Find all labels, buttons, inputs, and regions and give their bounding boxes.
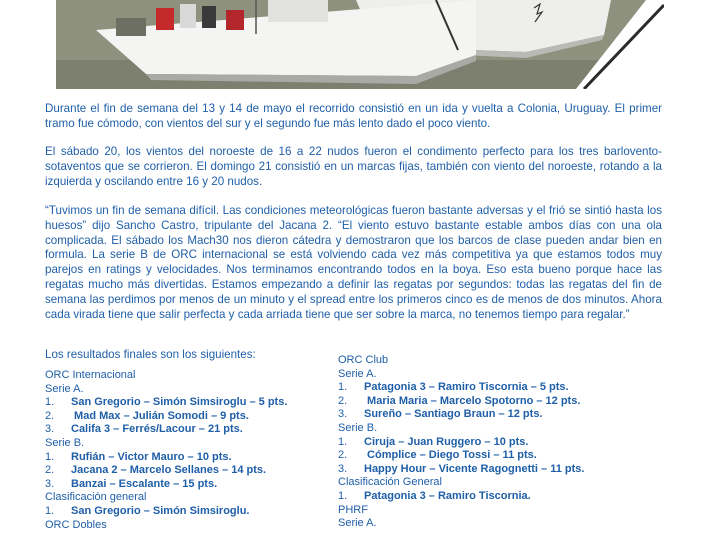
result-text: Clasificación general xyxy=(45,491,147,504)
result-rank: 1. xyxy=(338,381,348,394)
result-line xyxy=(338,408,638,422)
result-rank: 1. xyxy=(45,396,55,409)
result-line xyxy=(45,491,345,505)
regatta-photo xyxy=(56,0,664,89)
result-text: Califa 3 – Ferrés/Lacour – 21 pts. xyxy=(71,423,243,436)
result-text: San Gregorio – Simón Simsiroglu. xyxy=(71,504,250,517)
result-line xyxy=(45,396,345,410)
result-line xyxy=(338,354,638,368)
result-text: ORC Internacional xyxy=(45,369,136,381)
result-text: Jacana 2 – Marcelo Sellanes – 14 pts. xyxy=(71,464,267,477)
result-text: Maria Maria – Marcelo Spotorno – 12 pts. xyxy=(364,394,581,407)
result-rank: 3. xyxy=(338,462,348,475)
result-text: Cómplice – Diego Tossi – 11 pts. xyxy=(364,449,537,462)
result-text: Serie B. xyxy=(338,421,378,434)
result-line xyxy=(45,519,345,533)
result-line xyxy=(45,505,345,519)
result-text: Clasificación General xyxy=(338,476,442,489)
result-line xyxy=(338,436,638,450)
result-text: San Gregorio – Simón Simsiroglu – 5 pts. xyxy=(71,396,288,409)
result-line xyxy=(338,449,638,463)
results-right-column xyxy=(338,354,638,531)
result-text: Mad Max – Julián Somodi – 9 pts. xyxy=(71,409,249,422)
results-left-column xyxy=(45,369,345,532)
result-text: PHRF xyxy=(338,503,368,516)
paragraph-3: “Tuvimos un fin de semana difícil. Las condiciones meteorológicas fueron bastante adversas y el frió se sintió hasta los huesos” dijo Sancho Castro, tripulante del Jacana 2. “El viento estuvo bastante estable ambos días con una ola complicada. El sábado los Mach30 nos dieron cátedra y demostraron que los barcos de clase pueden andar bien en formula. La serie B de ORC internacional se está volviendo cada vez más competitiva ya que estamos todos muy parejos en ratings y velocidades. Nos terminamos encontrando todos en la boya. Eso esta bueno porque hace las regatas mucho más divertidas. Estamos empezando a definir las regatas por segundos: todas las regatas del fin de semana las perdimos por menos de un minuto y el spread entre los primeros cinco es de menos de dos minutos. Ahora cada virada tiene que salir perfecta y cada arriada tiene que ser sobre la marca, no tenemos tiempo para regalar.” xyxy=(45,204,662,321)
result-text: Serie A. xyxy=(338,517,377,530)
result-text: Patagonia 3 – Ramiro Tiscornia – 5 pts. xyxy=(364,381,569,394)
result-text: Happy Hour – Vicente Ragognetti – 11 pts. xyxy=(364,462,585,475)
result-line xyxy=(338,381,638,395)
result-line xyxy=(338,395,638,409)
result-line xyxy=(45,410,345,424)
result-rank: 2. xyxy=(338,449,348,462)
result-rank: 1. xyxy=(45,504,55,517)
results-heading: Los resultados finales son los siguientes: xyxy=(45,348,256,361)
result-text: Sureño – Santiago Braun – 12 pts. xyxy=(364,408,543,421)
result-text: Patagonia 3 – Ramiro Tiscornia. xyxy=(364,489,531,502)
result-rank: 2. xyxy=(338,394,348,407)
result-line xyxy=(338,368,638,382)
result-line xyxy=(45,451,345,465)
result-rank: 1. xyxy=(45,450,55,463)
result-rank: 3. xyxy=(45,423,55,436)
result-line xyxy=(45,437,345,451)
result-text: Rufián – Victor Mauro – 10 pts. xyxy=(71,450,232,463)
result-text: Serie A. xyxy=(338,367,377,380)
result-rank: 3. xyxy=(338,408,348,421)
result-text: ORC Dobles xyxy=(45,518,107,531)
result-line xyxy=(338,422,638,436)
result-line xyxy=(338,490,638,504)
result-rank: 2. xyxy=(45,409,55,422)
result-line xyxy=(45,464,345,478)
result-rank: 1. xyxy=(338,489,348,502)
result-line xyxy=(45,423,345,437)
result-text: Serie A. xyxy=(45,382,84,395)
result-line xyxy=(338,517,638,531)
result-rank: 3. xyxy=(45,477,55,490)
result-text: Ciruja – Juan Ruggero – 10 pts. xyxy=(364,435,529,448)
result-rank: 2. xyxy=(45,464,55,477)
result-text: Serie B. xyxy=(45,436,85,449)
result-line xyxy=(45,478,345,492)
result-rank: 1. xyxy=(338,435,348,448)
result-text: ORC Club xyxy=(338,354,389,366)
paragraph-1: Durante el fin de semana del 13 y 14 de mayo el recorrido consistió en un ida y vuelta a Colonia, Uruguay. El primer tramo fue cómodo, con vientos del sur y el segundo fue más lento dado el poco viento. xyxy=(45,102,662,130)
result-line xyxy=(45,383,345,397)
paragraph-2: El sábado 20, los vientos del noroeste de 16 a 22 nudos fueron el condimento perfecto para los tres barlovento-sotaventos que se corrieron. El domingo 21 consistió en un marcas fijas, también con viento del noroeste, rotando a la izquierda y oscilando entre 16 y 20 nudos. xyxy=(45,145,662,188)
result-line xyxy=(45,369,345,383)
result-line xyxy=(338,504,638,518)
sailboats-illustration xyxy=(56,0,664,89)
result-text: Banzai – Escalante – 15 pts. xyxy=(71,477,218,490)
result-line xyxy=(338,463,638,477)
result-line xyxy=(338,476,638,490)
